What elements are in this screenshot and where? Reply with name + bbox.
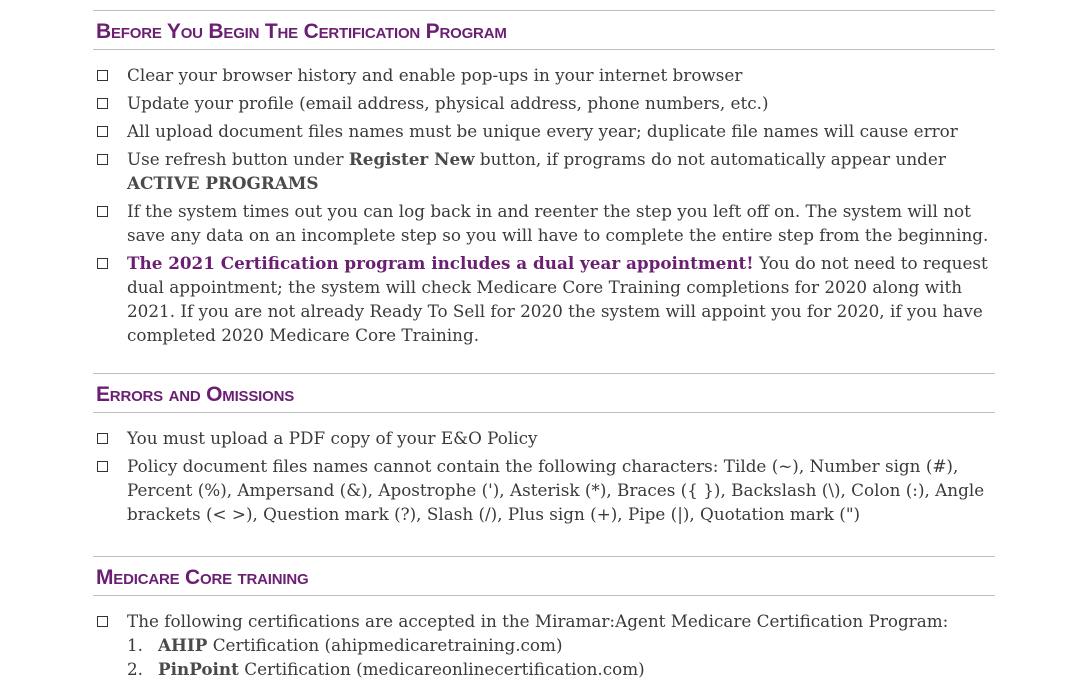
checklist-item [96,91,996,115]
item-text: Clear your browser history and enable pop-ups in your internet browser [127,65,743,85]
item-bold-text: ACTIVE PROGRAMS [127,173,319,193]
section-divider [93,556,995,557]
section-heading-errors-and-omissions: Errors and Omissions [96,383,295,406]
checklist-medicare-core-training [96,609,996,685]
section-divider [93,49,995,50]
checklist-item [96,63,996,87]
item-text: button, if programs do not automatically appear under [474,149,946,169]
checkbox-icon [97,433,108,444]
certification-detail: Certification (ahipmedicaretraining.com) [207,635,563,655]
checklist-item [96,119,996,143]
certification-item [127,633,996,657]
item-text: If the system times out you can log back in and reenter the step you left off on. The system will not save any data on an incomplete step so you will have to complete the entire step from the beginning. [127,201,989,245]
checklist-before-you-begin [96,63,996,351]
section-heading-before-you-begin: Before You Begin The Certification Program [96,20,507,43]
checkbox-icon [97,98,108,109]
certification-name: PinPoint [158,659,239,679]
item-text: The following certifications are accepted in the Miramar:Agent Medicare Certification Program: [127,611,949,631]
section-heading-medicare-core-training: Medicare Core training [96,566,309,589]
checkbox-icon [97,70,108,81]
section-divider [93,412,995,413]
section-divider [93,373,995,374]
item-text: Update your profile (email address, physical address, phone numbers, etc.) [127,93,769,113]
certification-list [127,633,996,681]
checklist-item [96,454,996,526]
certification-name: AHIP [158,635,208,655]
checkbox-icon [97,258,108,269]
checkbox-icon [97,206,108,217]
list-number: 2. [127,659,144,679]
checklist-item [96,147,996,195]
item-text: You must upload a PDF copy of your E&O Policy [127,428,538,448]
item-bold-text: Register New [348,149,475,169]
top-divider [93,10,995,11]
item-text: All upload document files names must be unique every year; duplicate file names will cause error [127,121,958,141]
checklist-item [96,199,996,247]
checkbox-icon [97,154,108,165]
item-text: You do not need to request dual appointment; the system will check Medicare Core Training completions for 2020 along with 2021. If you are not already Ready To Sell for 2020 the system will appoint you for 2020, if you have completed 2020 Medicare Core Training. [127,253,988,345]
checklist-item [96,251,996,347]
checkbox-icon [97,126,108,137]
item-highlight-text: The 2021 Certification program includes a dual year appointment! [127,253,754,273]
checkbox-icon [97,461,108,472]
checklist-errors-and-omissions [96,426,996,530]
checklist-item [96,426,996,450]
checkbox-icon [97,616,108,627]
section-divider [93,595,995,596]
item-text: Policy document files names cannot contain the following characters: Tilde (~), Number sign (#), Percent (%), Ampersand (&), Apostrophe ('), Asterisk (*), Braces ({ }), Backslash (\), Colon (:), Angle brackets (< >), Question mark (?), Slash (/), Plus sign (+), Pipe (|), Quotation mark (") [127,456,985,524]
list-number: 1. [127,635,144,655]
item-text: Use refresh button under [127,149,349,169]
certification-item [127,657,996,681]
checklist-item [96,609,996,681]
certification-detail: Certification (medicareonlinecertification.com) [238,659,645,679]
